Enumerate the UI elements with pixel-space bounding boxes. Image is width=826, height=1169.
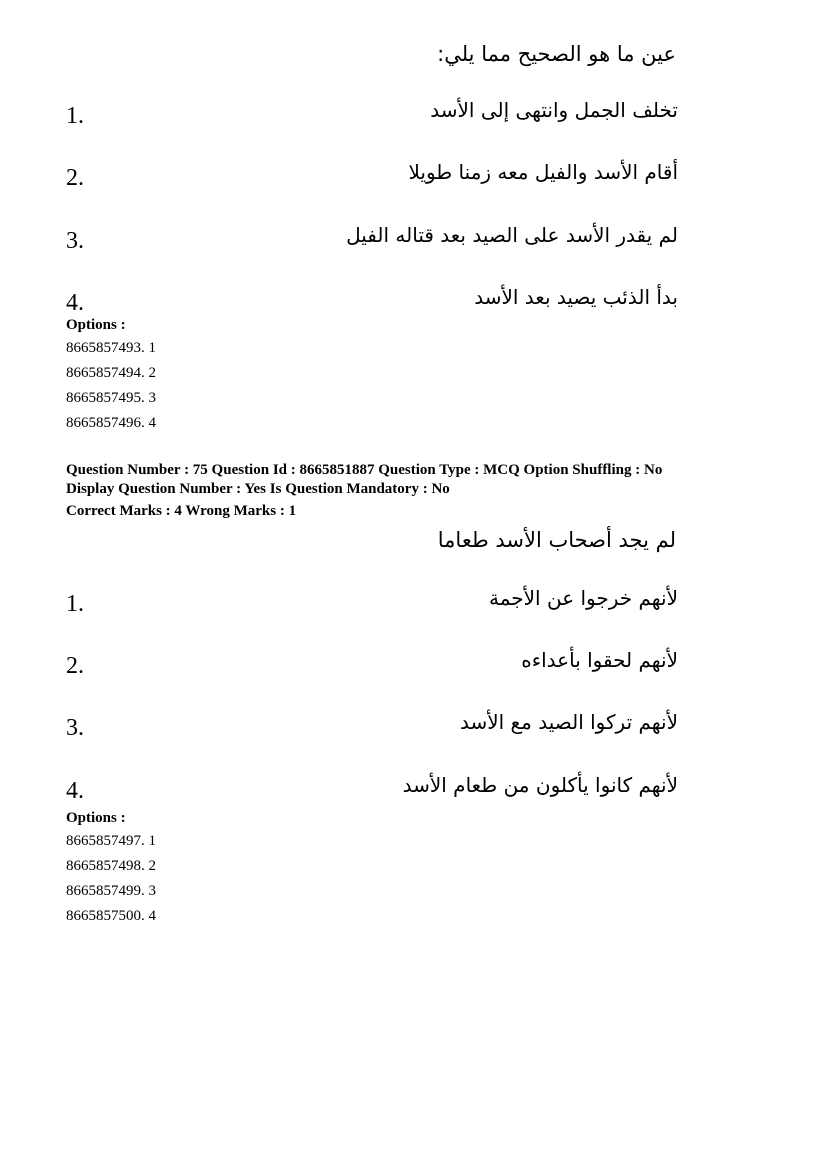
options-list: [66, 336, 156, 436]
option-id: 8665857500. 4: [66, 908, 156, 924]
options-label: Options :: [66, 810, 126, 826]
choice-row: [66, 283, 678, 317]
choice-text: لأنهم تركوا الصيد مع الأسد: [459, 710, 678, 734]
choice-text: أقام الأسد والفيل معه زمنا طويلا: [408, 160, 678, 184]
choice-number: 3.: [66, 228, 84, 254]
question-marks: Correct Marks : 4 Wrong Marks : 1: [66, 503, 297, 519]
question-text: عين ما هو الصحيح مما يلي:: [437, 42, 676, 66]
choice-number: 1.: [66, 103, 84, 129]
question-meta-line: Question Number : 75 Question Id : 8665851887 Question Type : MCQ Option Shuffling : No: [66, 462, 663, 478]
choice-row: [66, 96, 678, 130]
option-id: 8665857495. 3: [66, 390, 156, 406]
question-text: لم يجد أصحاب الأسد طعاما: [437, 528, 676, 552]
choice-row: [66, 708, 678, 742]
choice-row: [66, 221, 678, 255]
options-list: [66, 829, 156, 929]
choice-number: 3.: [66, 715, 84, 741]
option-id: 8665857498. 2: [66, 858, 156, 874]
choice-row: [66, 158, 678, 192]
choice-number: 2.: [66, 653, 84, 679]
choice-number: 4.: [66, 290, 84, 316]
choice-text: بدأ الذئب يصيد بعد الأسد: [474, 285, 678, 309]
question-meta-line: Display Question Number : Yes Is Question Mandatory : No: [66, 481, 450, 497]
question-meta: [66, 461, 766, 499]
choice-row: [66, 646, 678, 680]
options-label: Options :: [66, 317, 126, 333]
choice-row: [66, 584, 678, 618]
option-id: 8665857494. 2: [66, 365, 156, 381]
choice-number: 1.: [66, 591, 84, 617]
choice-text: لأنهم لحقوا بأعداءه: [521, 648, 678, 672]
choice-text: لأنهم خرجوا عن الأجمة: [489, 586, 678, 610]
option-id: 8665857497. 1: [66, 833, 156, 849]
choice-text: لأنهم كانوا يأكلون من طعام الأسد: [402, 773, 678, 797]
choice-text: تخلف الجمل وانتهى إلى الأسد: [430, 98, 678, 122]
option-id: 8665857493. 1: [66, 340, 156, 356]
choice-text: لم يقدر الأسد على الصيد بعد قتاله الفيل: [346, 223, 678, 247]
choice-number: 2.: [66, 165, 84, 191]
option-id: 8665857499. 3: [66, 883, 156, 899]
choice-row: [66, 771, 678, 805]
choice-number: 4.: [66, 778, 84, 804]
option-id: 8665857496. 4: [66, 415, 156, 431]
